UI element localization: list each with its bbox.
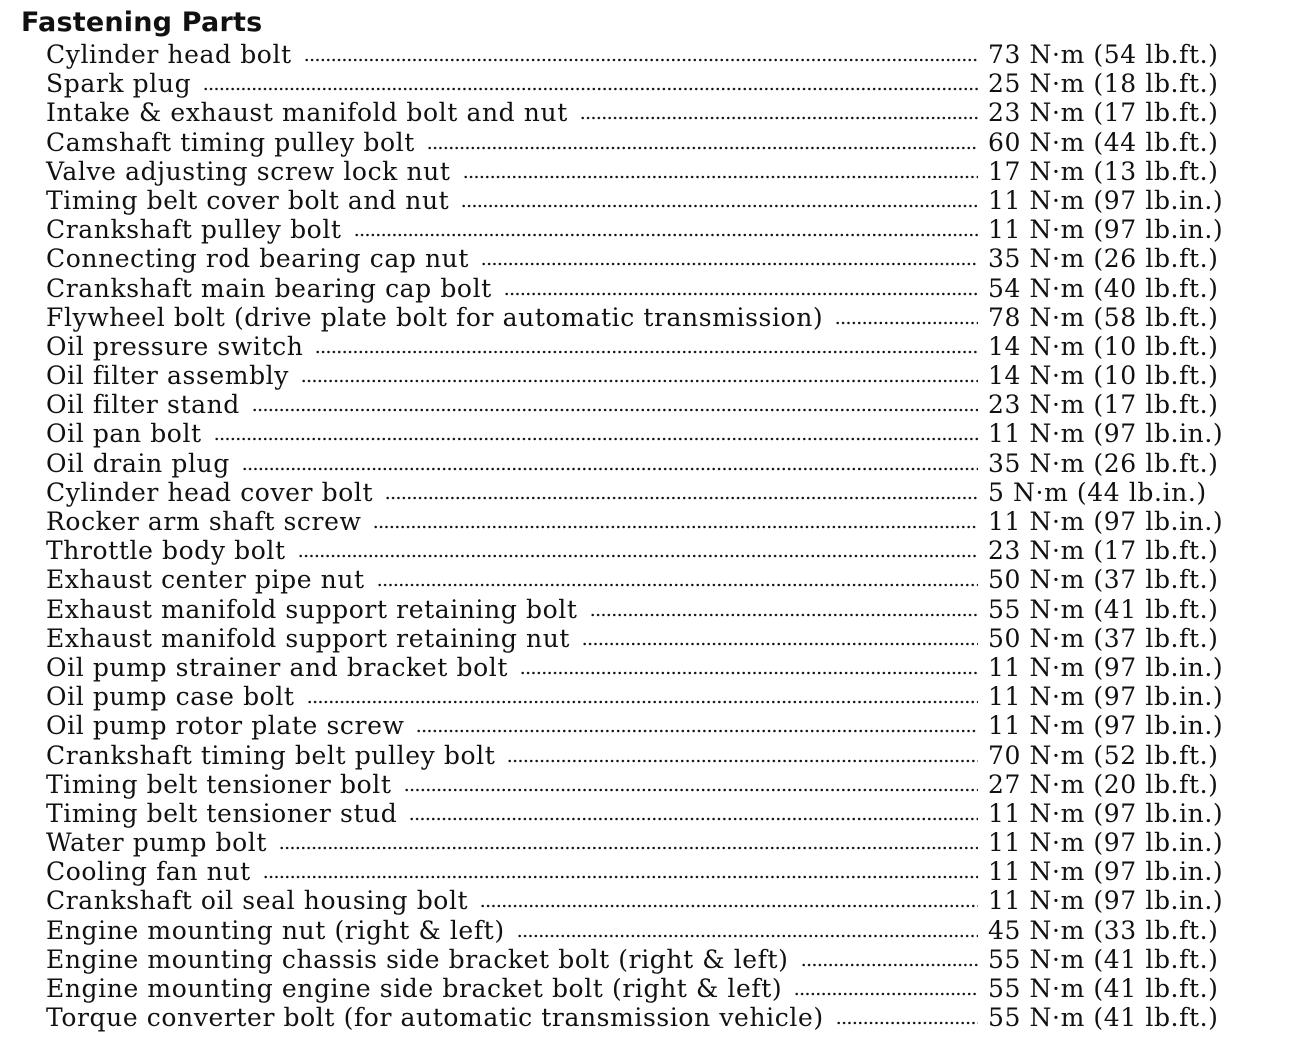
- spec-row: [46, 945, 1246, 974]
- part-name: Cylinder head bolt: [46, 40, 292, 69]
- torque-value: 11 N·m (97 lb.in.): [988, 419, 1224, 449]
- part-name: Engine mounting engine side bracket bolt (right & left): [46, 974, 783, 1003]
- dot-leader: [427, 145, 978, 151]
- spec-row: [46, 624, 1246, 653]
- torque-value: 11 N·m (97 lb.in.): [988, 185, 1224, 215]
- spec-row: [46, 244, 1246, 273]
- dot-leader: [373, 524, 978, 530]
- torque-value: 55 N·m (41 lb.ft.): [988, 1003, 1219, 1033]
- torque-value: 23 N·m (17 lb.ft.): [988, 390, 1219, 420]
- dot-leader: [214, 436, 978, 442]
- spec-row: [46, 186, 1246, 215]
- section-heading: Fastening Parts: [21, 7, 263, 38]
- torque-spec-list: [46, 40, 1246, 1032]
- part-name: Rocker arm shaft screw: [46, 507, 362, 536]
- spec-row: [46, 1003, 1246, 1032]
- dot-leader: [481, 261, 978, 267]
- torque-value: 11 N·m (97 lb.in.): [988, 215, 1224, 245]
- part-name: Torque converter bolt (for automatic transmission vehicle): [46, 1003, 824, 1033]
- part-name: Flywheel bolt (drive plate bolt for automatic transmission): [46, 302, 824, 332]
- part-name: Oil drain plug: [46, 448, 230, 478]
- torque-value: 11 N·m (97 lb.in.): [988, 828, 1224, 858]
- part-name: Oil pump strainer and bracket bolt: [46, 652, 508, 682]
- spec-row: [46, 857, 1246, 886]
- dot-leader: [416, 728, 978, 734]
- spec-row: [46, 916, 1246, 945]
- part-name: Exhaust manifold support retaining nut: [46, 623, 571, 653]
- part-name: Cylinder head cover bolt: [46, 477, 374, 507]
- spec-row: [46, 332, 1246, 361]
- torque-value: 54 N·m (40 lb.ft.): [988, 273, 1219, 303]
- spec-row: [46, 770, 1246, 799]
- spec-row: [46, 653, 1246, 682]
- spec-row: [46, 536, 1246, 565]
- torque-value: 11 N·m (97 lb.in.): [988, 798, 1224, 828]
- torque-value: 11 N·m (97 lb.in.): [988, 886, 1224, 916]
- torque-value: 5 N·m (44 lb.in.): [988, 477, 1207, 507]
- spec-row: [46, 157, 1246, 186]
- torque-value: 50 N·m (37 lb.ft.): [988, 623, 1219, 653]
- torque-value: 25 N·m (18 lb.ft.): [988, 69, 1219, 99]
- torque-value: 14 N·m (10 lb.ft.): [988, 331, 1219, 361]
- spec-row: [46, 69, 1246, 98]
- part-name: Timing belt cover bolt and nut: [46, 185, 450, 215]
- spec-row: [46, 595, 1246, 624]
- torque-value: 11 N·m (97 lb.in.): [988, 711, 1224, 741]
- torque-value: 11 N·m (97 lb.in.): [988, 857, 1224, 887]
- torque-value: 11 N·m (97 lb.in.): [988, 652, 1224, 682]
- part-name: Intake & exhaust manifold bolt and nut: [46, 98, 568, 128]
- dot-leader: [242, 466, 978, 472]
- part-name: Crankshaft pulley bolt: [46, 215, 342, 245]
- part-name: Timing belt tensioner stud: [46, 798, 398, 828]
- spec-row: [46, 303, 1246, 332]
- spec-row: [46, 361, 1246, 390]
- part-name: Exhaust manifold support retaining bolt: [46, 594, 578, 624]
- dot-leader: [307, 699, 978, 705]
- part-name: Water pump bolt: [46, 828, 268, 858]
- dot-leader: [354, 232, 978, 238]
- dot-leader: [463, 174, 978, 180]
- torque-value: 78 N·m (58 lb.ft.): [988, 302, 1219, 332]
- part-name: Crankshaft oil seal housing bolt: [46, 886, 469, 916]
- dot-leader: [580, 115, 978, 121]
- dot-leader: [252, 407, 978, 413]
- dot-leader: [409, 816, 978, 822]
- part-name: Timing belt tensioner bolt: [46, 769, 392, 799]
- dot-leader: [794, 991, 978, 997]
- part-name: Oil pump case bolt: [46, 682, 295, 712]
- part-name: Oil pressure switch: [46, 331, 304, 361]
- dot-leader: [590, 612, 978, 618]
- part-name: Oil filter stand: [46, 390, 240, 420]
- spec-row: [46, 215, 1246, 244]
- torque-value: 27 N·m (20 lb.ft.): [988, 769, 1219, 799]
- dot-leader: [385, 495, 978, 501]
- torque-value: 35 N·m (26 lb.ft.): [988, 448, 1219, 478]
- part-name: Connecting rod bearing cap nut: [46, 244, 470, 274]
- dot-leader: [263, 874, 978, 880]
- part-name: Throttle body bolt: [46, 536, 286, 566]
- spec-row: [46, 711, 1246, 740]
- dot-leader: [504, 291, 978, 297]
- part-name: Oil filter assembly: [46, 361, 290, 391]
- part-name: Oil pan bolt: [46, 419, 202, 449]
- spec-row: [46, 40, 1246, 69]
- spec-row: [46, 741, 1246, 770]
- spec-row: [46, 886, 1246, 915]
- dot-leader: [517, 933, 978, 939]
- part-name: Spark plug: [46, 69, 192, 99]
- spec-row: [46, 682, 1246, 711]
- spec-row: [46, 974, 1246, 1003]
- torque-value: 55 N·m (41 lb.ft.): [988, 974, 1219, 1003]
- part-name: Camshaft timing pulley bolt: [46, 127, 415, 157]
- dot-leader: [836, 1020, 978, 1026]
- spec-row: [46, 565, 1246, 594]
- spec-row: [46, 390, 1246, 419]
- dot-leader: [835, 320, 978, 326]
- dot-leader: [461, 203, 978, 209]
- torque-value: 55 N·m (41 lb.ft.): [988, 594, 1219, 624]
- dot-leader: [582, 641, 978, 647]
- torque-value: 23 N·m (17 lb.ft.): [988, 98, 1219, 128]
- torque-value: 11 N·m (97 lb.in.): [988, 682, 1224, 712]
- dot-leader: [304, 57, 978, 63]
- spec-row: [46, 419, 1246, 448]
- torque-value: 55 N·m (41 lb.ft.): [988, 944, 1219, 974]
- dot-leader: [480, 903, 978, 909]
- spec-row: [46, 449, 1246, 478]
- torque-value: 45 N·m (33 lb.ft.): [988, 915, 1219, 945]
- torque-value: 35 N·m (26 lb.ft.): [988, 244, 1219, 274]
- torque-value: 23 N·m (17 lb.ft.): [988, 536, 1219, 566]
- dot-leader: [377, 582, 978, 588]
- part-name: Engine mounting nut (right & left): [46, 915, 505, 945]
- torque-value: 70 N·m (52 lb.ft.): [988, 740, 1219, 770]
- torque-value: 73 N·m (54 lb.ft.): [988, 40, 1219, 69]
- spec-row: [46, 478, 1246, 507]
- torque-value: 11 N·m (97 lb.in.): [988, 507, 1224, 536]
- dot-leader: [298, 553, 978, 559]
- torque-value: 17 N·m (13 lb.ft.): [988, 156, 1219, 186]
- dot-leader: [301, 378, 978, 384]
- part-name: Oil pump rotor plate screw: [46, 711, 405, 741]
- dot-leader: [520, 670, 978, 676]
- part-name: Exhaust center pipe nut: [46, 565, 365, 595]
- part-name: Cooling fan nut: [46, 857, 251, 887]
- spec-row: [46, 274, 1246, 303]
- dot-leader: [279, 845, 978, 851]
- dot-leader: [203, 86, 978, 92]
- part-name: Crankshaft main bearing cap bolt: [46, 273, 492, 303]
- dot-leader: [801, 962, 978, 968]
- dot-leader: [404, 787, 978, 793]
- torque-value: 60 N·m (44 lb.ft.): [988, 127, 1219, 157]
- part-name: Valve adjusting screw lock nut: [46, 156, 451, 186]
- spec-row: [46, 799, 1246, 828]
- part-name: Crankshaft timing belt pulley bolt: [46, 740, 496, 770]
- dot-leader: [507, 758, 978, 764]
- part-name: Engine mounting chassis side bracket bolt (right & left): [46, 944, 789, 974]
- torque-value: 14 N·m (10 lb.ft.): [988, 361, 1219, 391]
- spec-row: [46, 128, 1246, 157]
- spec-row: [46, 98, 1246, 127]
- spec-row: [46, 828, 1246, 857]
- spec-row: [46, 507, 1246, 536]
- dot-leader: [315, 349, 978, 355]
- torque-value: 50 N·m (37 lb.ft.): [988, 565, 1219, 595]
